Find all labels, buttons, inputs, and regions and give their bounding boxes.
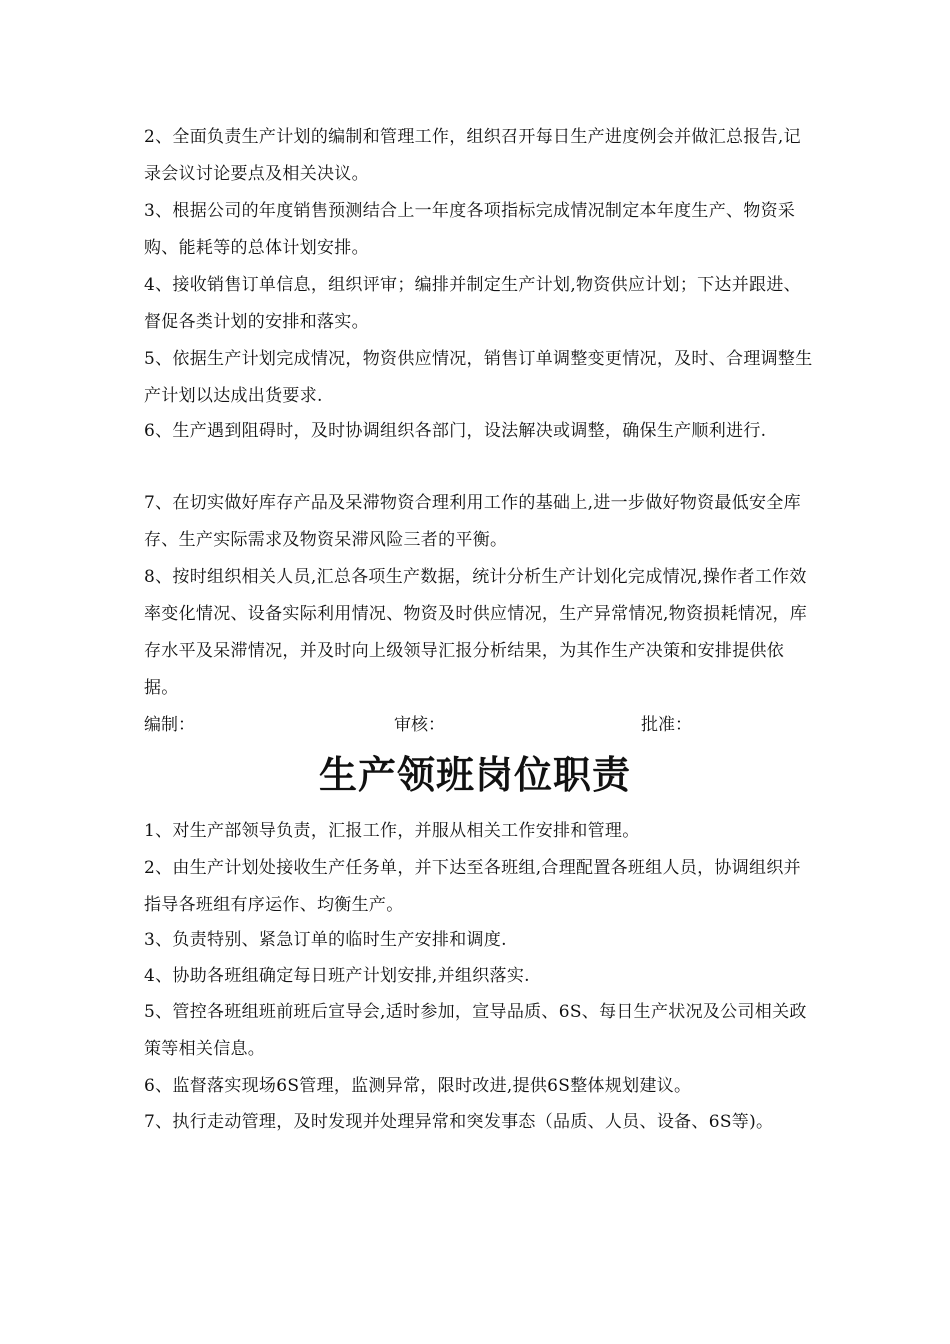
foreman-duty-item-5: 5、管控各班组班前班后宣导会,适时参加，宣导品质、6S、每日生产状况及公司相关政策等相关信息。 bbox=[144, 1002, 807, 1059]
foreman-duty-item-2: 2、由生产计划处接收生产任务单，并下达至各班组,合理配置各班组人员，协调组织并指导各班组有序运作、均衡生产。 bbox=[144, 858, 801, 915]
duty-item-2: 2、全面负责生产计划的编制和管理工作，组织召开每日生产进度例会并做汇总报告,记录会议讨论要点及相关决议。 bbox=[144, 127, 801, 184]
foreman-duty-item-1: 1、对生产部领导负责，汇报工作，并服从相关工作安排和管理。 bbox=[144, 821, 640, 841]
foreman-duty-item-4: 4、协助各班组确定每日班产计划安排,并组织落实. bbox=[144, 966, 530, 986]
duty-item-6: 6、生产遇到阻碍时，及时协调组织各部门，设法解决或调整，确保生产顺利进行. bbox=[144, 421, 767, 441]
signature-row bbox=[144, 707, 814, 744]
prepared-by-label: 编制： bbox=[144, 715, 195, 735]
duty-item-5: 5、依据生产计划完成情况，物资供应情况，销售订单调整变更情况，及时、合理调整生产计划以达成出货要求. bbox=[144, 349, 813, 406]
reviewed-by-label: 审核： bbox=[394, 715, 445, 735]
section-title: 生产领班岗位职责 bbox=[318, 753, 631, 797]
duty-item-4: 4、接收销售订单信息，组织评审；编排并制定生产计划,物资供应计划；下达并跟进、督促各类计划的安排和落实。 bbox=[144, 275, 801, 332]
foreman-duty-item-7: 7、执行走动管理，及时发现并处理异常和突发事态（品质、人员、设备、6S等)。 bbox=[144, 1112, 774, 1132]
approved-by-label: 批准： bbox=[641, 715, 692, 735]
duty-item-7: 7、在切实做好库存产品及呆滞物资合理利用工作的基础上,进一步做好物资最低安全库存、生产实际需求及物资呆滞风险三者的平衡。 bbox=[144, 493, 801, 550]
foreman-duty-item-6: 6、监督落实现场6S管理，监测异常，限时改进,提供6S整体规划建议。 bbox=[144, 1076, 692, 1096]
duty-item-8: 8、按时组织相关人员,汇总各项生产数据，统计分析生产计划化完成情况,操作者工作效率变化情况、设备实际利用情况、物资及时供应情况，生产异常情况,物资损耗情况，库存水平及呆滞情况，并及时向上级领导汇报分析结果，为其作生产决策和安排提供依据。 bbox=[144, 567, 808, 698]
foreman-duty-item-3: 3、负责特别、紧急订单的临时生产安排和调度. bbox=[144, 930, 507, 950]
duty-item-3: 3、根据公司的年度销售预测结合上一年度各项指标完成情况制定本年度生产、物资采购、能耗等的总体计划安排。 bbox=[144, 201, 796, 258]
